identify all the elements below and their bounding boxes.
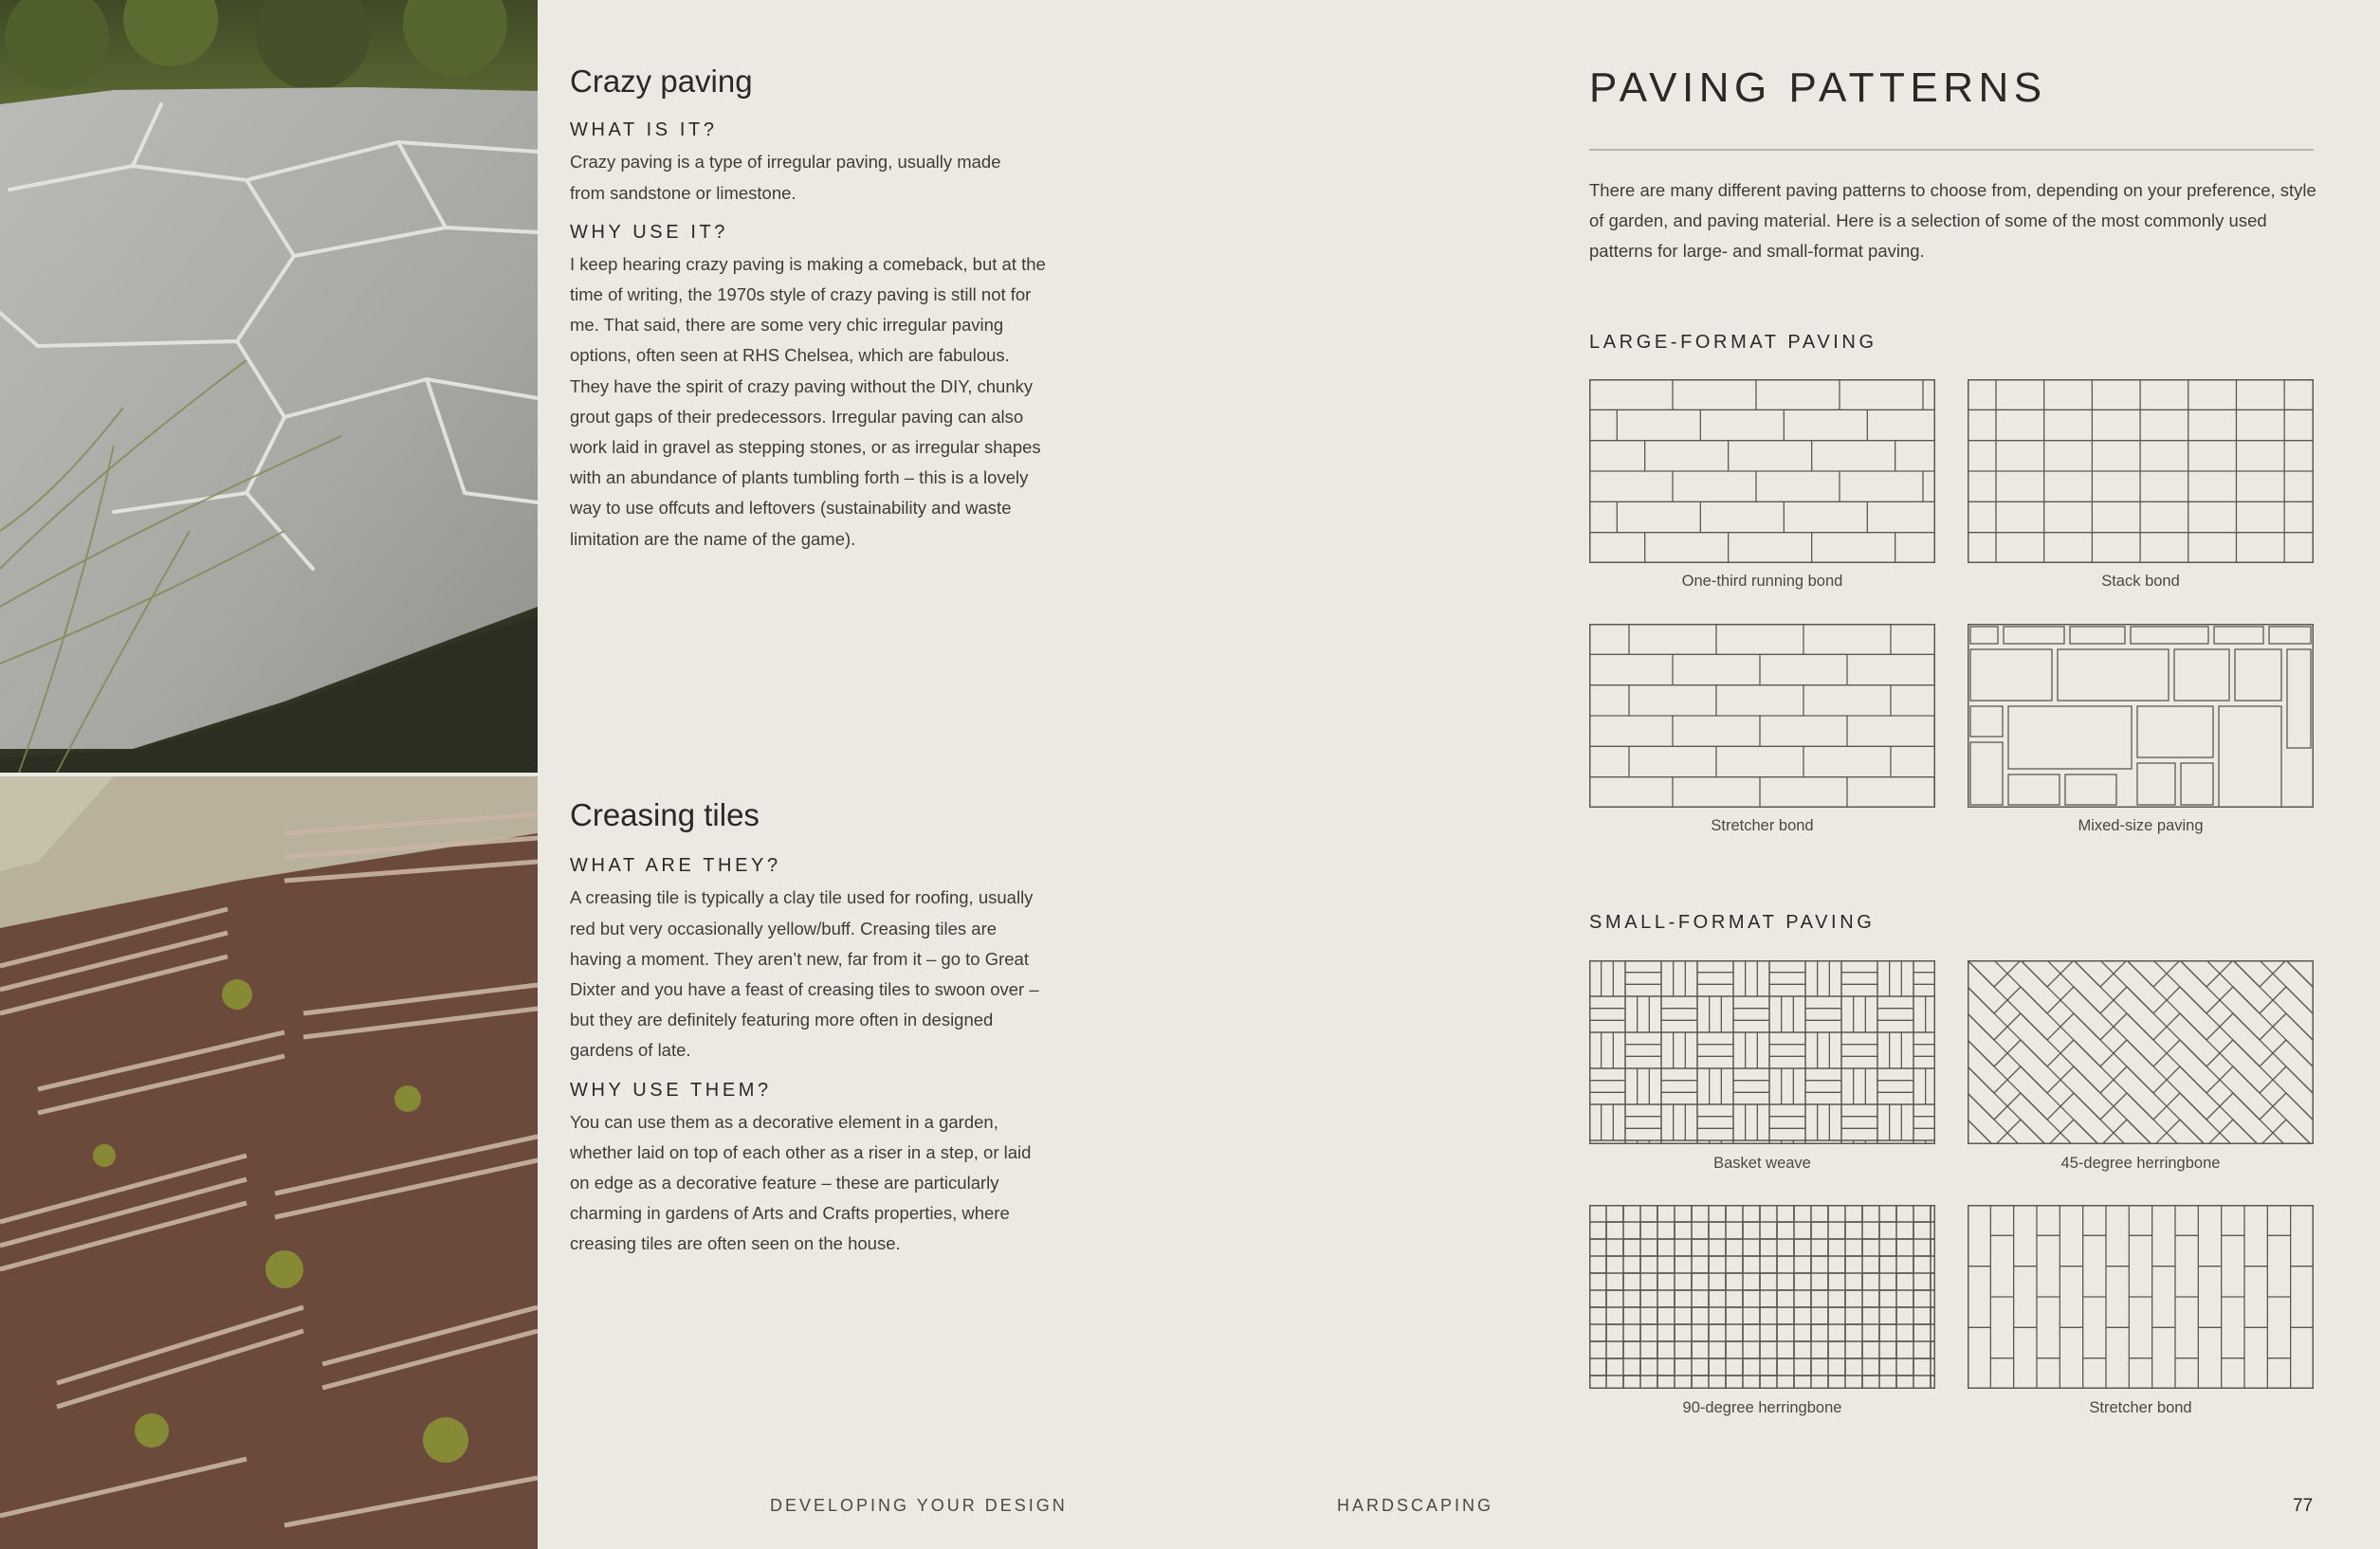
pattern-caption: 90-degree herringbone [1682,1399,1842,1416]
creasing-why-text: You can use them as a decorative element in a garden, whether laid on top of each other as a riser in a step, or laid on edge as a decorative feature – these are particularly charming in gardens of Arts and Crafts properties, where creasing tiles are often seen on the house. [570,1111,1032,1254]
creasing-tiles-photo [0,776,538,1549]
pattern-caption: One-third running bond [1681,573,1843,590]
pattern-one-third-running-bond [1589,379,1935,563]
pattern-caption: Stack bond [2101,573,2180,590]
creasing-what-text: A creasing tile is typically a clay tile used for roofing, usually red but very occasionally yellow/buff. Creasing tiles are having a moment. They aren’t new, far from it – go to Great Dixter and you have a feast of creasing tiles to swoon over – but they are definitely featuring more often in designed gardens of late. [570,887,1039,1061]
pattern-45-degree-herringbone [1968,960,2314,1144]
crazy-what-heading: WHAT IS IT? [570,119,718,141]
pattern-caption: Mixed-size paving [2078,817,2204,834]
crazy-paving-photo [0,0,538,773]
creasing-tiles-section [570,798,1044,1260]
crazy-paving-title: Crazy paving [570,64,753,99]
small-format-heading: SMALL-FORMAT PAVING [1589,912,1876,933]
page-number: 77 [2293,1496,2314,1516]
pattern-caption: 45-degree herringbone [2060,1155,2221,1172]
footer-chapter-label: HARDSCAPING [1337,1496,1494,1515]
pattern-caption: Stretcher bond [2089,1399,2192,1416]
crazy-why-heading: WHY USE IT? [570,221,729,243]
creasing-tiles-title: Creasing tiles [570,797,760,832]
pattern-mixed-size-paving [1968,624,2314,808]
pattern-stretcher-bond-large [1589,624,1935,808]
title-divider [1589,149,2314,151]
creasing-why-heading: WHY USE THEM? [570,1079,772,1101]
pattern-caption: Basket weave [1713,1155,1811,1172]
paving-patterns-title: PAVING PATTERNS [1589,64,2047,111]
pattern-stretcher-bond-small [1968,1205,2314,1389]
large-format-heading: LARGE-FORMAT PAVING [1589,332,1877,353]
pattern-90-degree-herringbone [1589,1205,1935,1389]
creasing-what-heading: WHAT ARE THEY? [570,855,781,877]
crazy-what-text: Crazy paving is a type of irregular paving, usually made from sandstone or limestone. [570,152,1001,203]
pattern-basket-weave [1589,960,1935,1144]
pattern-caption: Stretcher bond [1711,817,1814,834]
footer-section-label: DEVELOPING YOUR DESIGN [770,1496,1068,1515]
paving-patterns-intro: There are many different paving patterns to choose from, depending on your preference, style of garden, and paving material. Here is a selection of some of the most commonly used patterns for large- and small-format paving. [1589,180,2316,262]
crazy-paving-section [570,64,1044,555]
pattern-stack-bond [1968,379,2314,563]
crazy-why-text: I keep hearing crazy paving is making a comeback, but at the time of writing, the 1970s style of crazy paving is still not for me. That said, there are some very chic irregular paving options, often seen at RHS Chelsea, which are fabulous. They have the spirit of crazy paving without the DIY, chunky grout gaps of their predecessors. Irregular paving can also work laid in gravel as stepping stones, or as irregular shapes with an abundance of plants tumbling forth – this is a lovely way to use offcuts and leftovers (sustainability and waste limitation are the name of the game). [570,253,1046,549]
